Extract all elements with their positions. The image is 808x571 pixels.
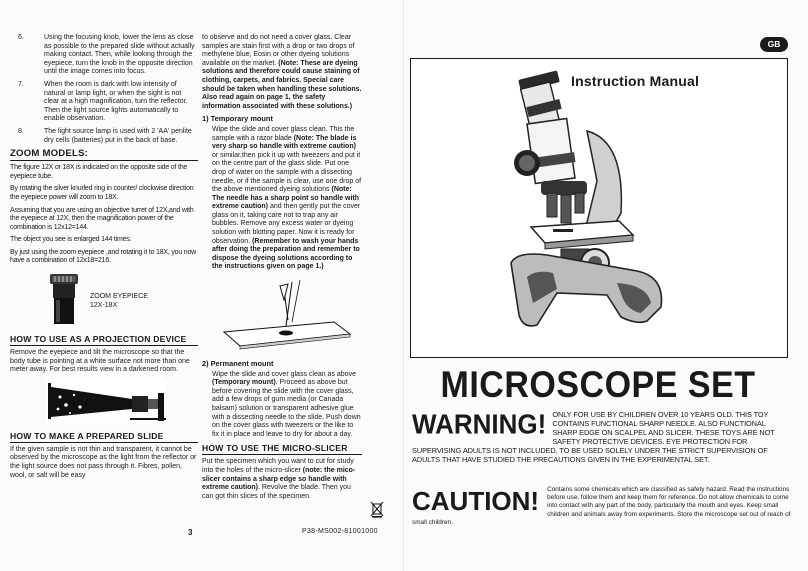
temporary-mount-heading: 1) Temporary mount <box>202 114 273 124</box>
temporary-mount-paragraph: Wipe the slide and cover glass clean. This the sample with a razor blade (Note: The blade is very sharp so handle with extreme caution) or similar,then pick it up with tweezers and put it on the centre part of the glass slide. Put one drop of water on the sample with a dissecting needle, or if the sample is clear, use one drop of the above mentioned dyeing solutions (Note: The needle has a sharp point so handle with extreme caution) and then gently put the cover glass on it, taking care not to trap any air bubbles. Remove any excess water or dyeing solution with blotting paper. Now it is ready for observation. (Remember to wash your hands after doing the preparation and remember to dispose the dyeing solutions according to the instructions given on page 1.) <box>212 125 362 271</box>
cover-illustration-box <box>410 58 788 358</box>
warning-text: ONLY FOR USE BY CHILDREN OVER 10 YEARS OLD. THIS TOY CONTAINS FUNCTIONAL SHARP NEEDLE. ALSO FUNCTIONAL SHARP EDGE ON SCALPEL AND SLICER. THESE TOYS ARE NOT SAFETY PROTECTIVE DEVICES. EYE PROTECTION FOR SUPERVISING ADULTS IS NOT INCLUDED. TO BE USED SOLELY UNDER THE STRICT SUPERVISION OF ADULTS THAT HAVE STUDIED THE PRECAUTIONS GIVEN IN THE EXPERIMENTAL SET. <box>412 410 775 464</box>
slide-figure <box>202 276 362 356</box>
manual-title: Instruction Manual <box>571 73 700 89</box>
page-number: 3 <box>188 528 193 537</box>
step-item: 7. When the room is dark with low intensity of natural or lamp light, or when the sight is not clear at a high magnification, turn the reflector. Then the light source lights automatically to enable observation. <box>18 80 188 123</box>
steps-list <box>10 34 198 145</box>
step-item: 6. Using the focusing knob, lower the lens as close as possible to the prepared slide without actually making contact. Then, while looking through the eyepiece, turn the knob in the opposite direction until the image comes into focus. <box>18 34 195 76</box>
language-badge: GB <box>760 37 788 52</box>
column-left <box>10 34 198 484</box>
product-title: MICROSCOPE SET <box>440 364 756 406</box>
product-code: P38-MS002-81001000 <box>302 528 378 535</box>
zoom-paragraph: The figure 12X or 18X is indicated on the opposite side of the eyepiece tube. <box>10 164 188 180</box>
prepared-slide-heading: HOW TO MAKE A PREPARED SLIDE <box>10 431 198 443</box>
page-fold <box>403 0 404 571</box>
permanent-mount-heading: 2) Permanent mount <box>202 359 274 369</box>
zoom-eyepiece-caption: ZOOM EYEPIECE 12X-18X <box>90 293 148 310</box>
prepared-slide-paragraph: If the given sample is not thin and transparent, it cannot be observed by the microscope as the light from the reflector or the light source does not pass through it. Fibres, pollen, wool, or salt will be easy <box>10 445 197 479</box>
micro-slicer-heading: HOW TO USE THE MICRO-SLICER <box>202 443 362 455</box>
projection-heading: HOW TO USE AS A PROJECTION DEVICE <box>10 334 198 346</box>
micro-slicer-paragraph: Put the specimen which you want to cut for study into the holes of the micro-slicer (note: the mico-slicer contains a sharp edge so handle with extreme caution). Revolve the blade. Then you can got thin slices of the specimen. <box>202 458 356 500</box>
dye-paragraph: to observe and do not need a cover glass. Clear samples are stain first with a drop or two drops of methylene blue, Eosin or other dyeing solutions available on the market. (Note: These are dyeing solutions and therefore could cause staining of clothing, carpets, and fabrics. Special care should be taken when handling these solutions. Also read again on page 1, the safety information associated with these solutions.) <box>202 34 362 110</box>
projection-icon <box>46 379 166 423</box>
zoom-eyepiece-icon <box>44 272 84 326</box>
slide-icon <box>214 276 354 354</box>
caution-block <box>412 486 792 527</box>
zoom-heading: ZOOM MODELS: <box>10 149 198 161</box>
warning-label: WARNING! <box>412 408 547 440</box>
zoom-eyepiece-figure <box>10 270 198 330</box>
microscope-illustration <box>497 63 700 353</box>
caution-text: Contains some chemicals which are classified as safety hazard. Read the instructions before use, follow them and keep them for reference. Do not allow chemicals to come into contact with any part of the body, particularly the mouth and eyes. Keep small children and animals away from experiments. Store the microscope set out of reach of small children. <box>412 486 791 526</box>
projection-paragraph: Remove the eyepiece and tilt the microscope so that the body tube is pointing at a white surface not more than one meter away. For best results view in a darkened room. <box>10 349 190 374</box>
column-middle <box>202 34 362 505</box>
caution-label: CAUTION! <box>412 486 540 516</box>
permanent-mount-paragraph: Wipe the slide and cover glass clean as above (Temporary mount). Proceed as above but before covering the slide with the cover glass, add a few drops of gum media (or Canada balsam) solution or transparent adhesive glue with a dissecting needle to the slide. Push down on the cover glass with tweezers or the like to fix it in place and leave to dry for about a day. <box>212 370 361 438</box>
zoom-paragraph: Assuming that you are using an objective turret of 12X,and with the eyepiece at 12X, then the magnification power of the combination is 12x12=144. <box>10 206 194 231</box>
zoom-paragraph: By just using the zoom eyepiece ,and rotating it to 18X, you now have a combination of 12x18=216. <box>10 248 197 265</box>
zoom-paragraph: The object you see is enlarged 144 times. <box>10 236 132 244</box>
zoom-paragraph: By rotating the silver knurled ring in counter/ clockwise direction the eyepiece power will zoom to 18X. <box>10 185 194 201</box>
warning-block <box>412 410 792 464</box>
step-item: 8. The light source lamp is used with 2 'AA' penlite dry cells (batteries) put in the back of base. <box>18 127 192 144</box>
crossed-bin-icon <box>370 500 384 518</box>
projection-figure <box>10 379 198 425</box>
